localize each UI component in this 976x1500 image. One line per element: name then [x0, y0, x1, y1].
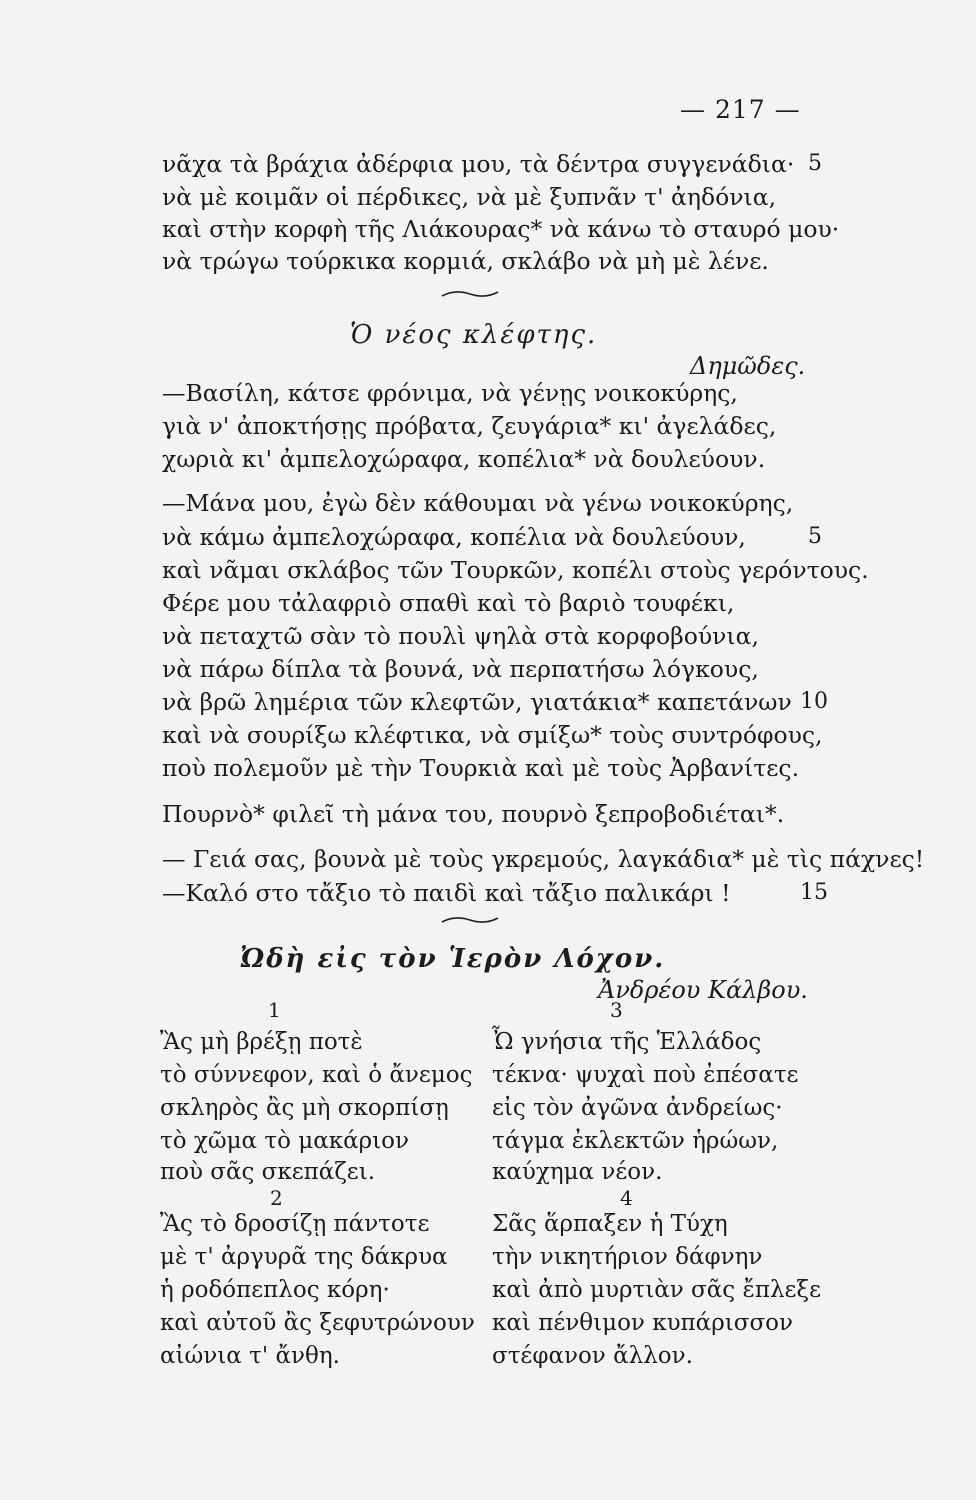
poem-line: νὰ βρῶ λημέρια τῶν κλεφτῶν, γιατάκια* καπετάνων	[162, 688, 792, 716]
poem-line: αἰώνια τ' ἄνθη.	[160, 1343, 340, 1369]
poem-line: ἡ ροδόπεπλος κόρη·	[160, 1277, 390, 1303]
poem-line: —Βασίλη, κάτσε φρόνιμα, νὰ γένῃς νοικοκύρης,	[162, 379, 738, 407]
poem-line: ποὺ σᾶς σκεπάζει.	[160, 1159, 376, 1185]
poem-line: σκληρὸς ἂς μὴ σκορπίσῃ	[160, 1095, 449, 1121]
poem-line: γιὰ ν' ἀποκτήσῃς πρόβατα, ζευγάρια* κι' ἀγελάδες,	[162, 412, 777, 440]
poem-line: —Καλό στο τἄξιο τὸ παιδὶ καὶ τἄξιο παλικάρι !	[162, 879, 731, 907]
poem-line: Ἂς μὴ βρέξῃ ποτὲ	[160, 1029, 363, 1055]
poem-title: Ὁ νέος κλέφτης.	[350, 320, 598, 350]
poem-author: Ἀνδρέου Κάλβου.	[598, 976, 808, 1004]
poem-line: καὶ νᾶμαι σκλάβος τῶν Τουρκῶν, κοπέλι στοὺς γερόντους.	[162, 556, 869, 584]
poem-line: τάγμα ἐκλεκτῶν ἡρώων,	[492, 1128, 779, 1154]
poem-title: Ὠδὴ εἰς τὸν Ἱερὸν Λόχον.	[240, 944, 666, 974]
poem-line: ποὺ πολεμοῦν μὲ τὴν Τουρκιὰ καὶ μὲ τοὺς Ἀρβανίτες.	[162, 754, 800, 782]
poem-line: καὶ πένθιμον κυπάρισσον	[492, 1310, 793, 1336]
poem-line: καὶ στὴν κορφὴ τῆς Λιάκουρας* νὰ κάνω τὸ σταυρό μου·	[162, 215, 840, 243]
stanza-number: 4	[620, 1186, 633, 1210]
poem-line: νὰ τρώγω τούρκικα κορμιά, σκλάβο νὰ μὴ μὲ λένε.	[162, 247, 769, 275]
line-number: 10	[800, 689, 828, 714]
poem-line: τὸ σύννεφον, καὶ ὁ ἄνεμος	[160, 1062, 473, 1088]
poem-line: Φέρε μου τἀλαφριὸ σπαθὶ καὶ τὸ βαριὸ τουφέκι,	[162, 589, 735, 617]
poem-line: Σᾶς ἅρπαξεν ἡ Τύχη	[492, 1211, 728, 1237]
poem-line: Ἂς τὸ δροσίζῃ πάντοτε	[160, 1211, 430, 1237]
poem-line: —Μάνα μου, ἐγὼ δὲν κάθουμαι νὰ γένω νοικοκύρης,	[162, 489, 794, 517]
poem-line: καὶ νὰ σουρίξω κλέφτικα, νὰ σμίξω* τοὺς συντρόφους,	[162, 721, 823, 749]
poem-line: νὰ πάρω δίπλα τὰ βουνά, νὰ περπατήσω λόγκους,	[162, 655, 759, 683]
stanza-number: 2	[270, 1186, 283, 1210]
poem-line: νὰ πεταχτῶ σὰν τὸ πουλὶ ψηλὰ στὰ κορφοβούνια,	[162, 622, 759, 650]
poem-line: Ὦ γνήσια τῆς Ἑλλάδος	[492, 1029, 762, 1055]
poem-line: τέκνα· ψυχαὶ ποὺ ἐπέσατε	[492, 1062, 799, 1088]
poem-line: νὰ μὲ κοιμᾶν οἱ πέρδικες, νὰ μὲ ξυπνᾶν τ' ἀηδόνια,	[162, 183, 777, 211]
stanza-number: 1	[268, 998, 281, 1022]
stanza-number: 3	[610, 998, 623, 1022]
poem-line: νᾶχα τὰ βράχια ἀδέρφια μου, τὰ δέντρα συγγενάδια·	[162, 150, 795, 178]
poem-line: νὰ κάμω ἀμπελοχώραφα, κοπέλια νὰ δουλεύουν,	[162, 523, 746, 551]
line-number: 5	[808, 524, 822, 549]
poem-line: καὶ αὐτοῦ ἂς ξεφυτρώνουν	[160, 1310, 475, 1336]
poem-line: καύχημα νέον.	[492, 1159, 663, 1185]
tilde-separator	[440, 914, 500, 926]
poem-line: μὲ τ' ἀργυρᾶ της δάκρυα	[160, 1244, 448, 1270]
poem-line: χωριὰ κι' ἀμπελοχώραφα, κοπέλια* νὰ δουλεύουν.	[162, 445, 766, 473]
page-number: — 217 —	[680, 95, 801, 124]
poem-line: — Γειά σας, βουνὰ μὲ τοὺς γκρεμούς, λαγκάδια* μὲ τὶς πάχνες!	[162, 845, 925, 873]
line-number: 5	[808, 151, 822, 176]
poem-line: στέφανον ἄλλον.	[492, 1343, 693, 1369]
poem-line: εἰς τὸν ἀγῶνα ἀνδρείως·	[492, 1095, 783, 1121]
poem-line: Πουρνὸ* φιλεῖ τὴ μάνα του, πουρνὸ ξεπροβοδιέται*.	[162, 800, 785, 828]
poem-author: Δημῶδες.	[690, 352, 806, 380]
poem-line: τὴν νικητήριον δάφνην	[492, 1244, 763, 1270]
poem-line: καὶ ἀπὸ μυρτιὰν σᾶς ἔπλεξε	[492, 1277, 822, 1303]
tilde-separator	[440, 288, 500, 300]
poem-line: τὸ χῶμα τὸ μακάριον	[160, 1128, 410, 1154]
line-number: 15	[800, 880, 828, 905]
